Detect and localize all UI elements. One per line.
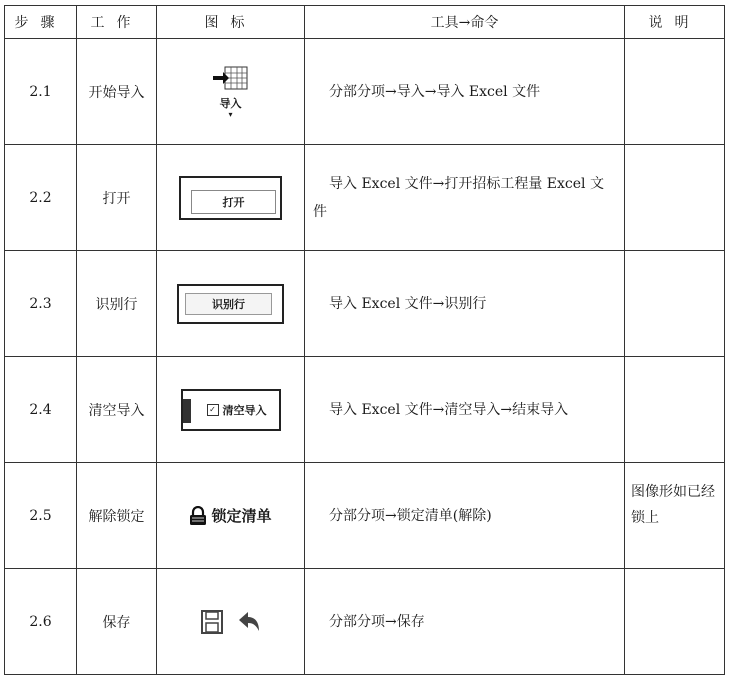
table-row bbox=[5, 357, 725, 463]
step-number: 2.2 bbox=[5, 145, 77, 251]
header-icon: 图标 bbox=[157, 6, 305, 39]
step-number: 2.6 bbox=[5, 569, 77, 675]
clear-import-checkbox-icon bbox=[181, 389, 281, 431]
icon-cell bbox=[157, 251, 305, 357]
recognize-row-button-icon bbox=[177, 284, 284, 324]
note-text bbox=[625, 39, 725, 145]
header-row bbox=[5, 6, 725, 39]
steps-table bbox=[4, 5, 725, 675]
command-text: 导入 Excel 文件→识别行 bbox=[305, 251, 625, 357]
chevron-down-icon: ▾ bbox=[228, 109, 233, 119]
step-number: 2.1 bbox=[5, 39, 77, 145]
import-icon-label: 导入 bbox=[219, 96, 242, 110]
command-text: 分部分项→导入→导入 Excel 文件 bbox=[305, 39, 625, 145]
step-number: 2.3 bbox=[5, 251, 77, 357]
icon-cell bbox=[157, 569, 305, 675]
open-button-icon bbox=[179, 176, 282, 220]
note-text bbox=[625, 145, 725, 251]
import-icon bbox=[211, 65, 251, 119]
icon-cell bbox=[157, 357, 305, 463]
table-row bbox=[5, 39, 725, 145]
work-name: 识别行 bbox=[77, 251, 157, 357]
table-row bbox=[5, 463, 725, 569]
save-icon-group bbox=[201, 610, 261, 634]
icon-cell bbox=[157, 145, 305, 251]
command-text: 分部分项→锁定清单(解除) bbox=[305, 463, 625, 569]
icon-cell bbox=[157, 463, 305, 569]
header-step: 步骤 bbox=[5, 6, 77, 39]
recognize-row-label: 识别行 bbox=[212, 297, 245, 311]
undo-icon bbox=[237, 611, 261, 633]
table-row bbox=[5, 251, 725, 357]
note-text bbox=[625, 569, 725, 675]
checkbox-icon: ✓ bbox=[207, 404, 219, 416]
note-text bbox=[625, 357, 725, 463]
work-name: 清空导入 bbox=[77, 357, 157, 463]
save-icon bbox=[201, 610, 223, 634]
open-button-label: 打开 bbox=[222, 195, 245, 209]
note-text bbox=[625, 251, 725, 357]
header-note: 说明 bbox=[625, 6, 725, 39]
command-text: 分部分项→保存 bbox=[305, 569, 625, 675]
clear-import-label: 清空导入 bbox=[222, 403, 267, 417]
note-text: 图像形如已经锁上 bbox=[625, 463, 725, 569]
header-work: 工作 bbox=[77, 6, 157, 39]
work-name: 开始导入 bbox=[77, 39, 157, 145]
work-name: 打开 bbox=[77, 145, 157, 251]
command-text: 导入 Excel 文件→打开招标工程量 Excel 文件 bbox=[305, 145, 625, 251]
header-command: 工具→命令 bbox=[305, 6, 625, 39]
lock-list-label: 锁定清单 bbox=[211, 507, 272, 525]
icon-cell bbox=[157, 39, 305, 145]
table-row bbox=[5, 569, 725, 675]
lock-icon bbox=[189, 506, 207, 526]
work-name: 保存 bbox=[77, 569, 157, 675]
command-text: 导入 Excel 文件→清空导入→结束导入 bbox=[305, 357, 625, 463]
lock-list-icon bbox=[189, 505, 271, 526]
table-row bbox=[5, 145, 725, 251]
work-name: 解除锁定 bbox=[77, 463, 157, 569]
step-number: 2.5 bbox=[5, 463, 77, 569]
step-number: 2.4 bbox=[5, 357, 77, 463]
